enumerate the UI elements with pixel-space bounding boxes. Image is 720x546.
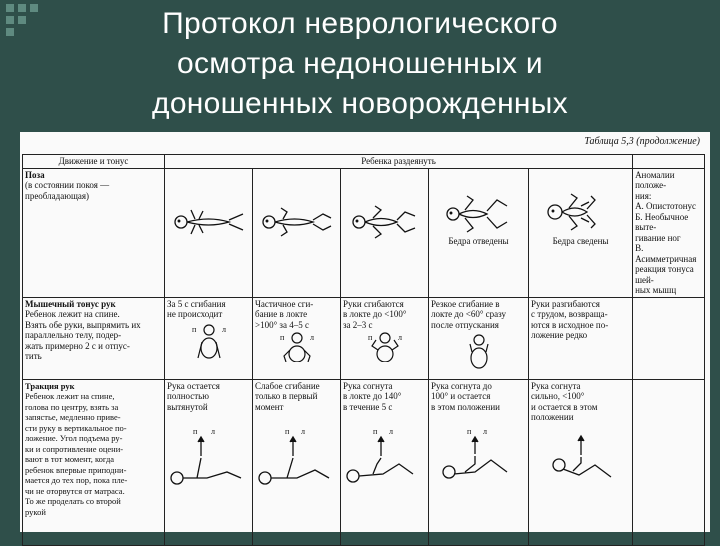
- arm-flex-figure: [360, 330, 410, 362]
- svg-text:п: п: [279, 333, 284, 342]
- traction-cell-2: Слабое сгибание только в первый момент п л: [253, 379, 341, 545]
- title-line-2: осмотра недоношенных и: [177, 47, 543, 80]
- arm-tone-label: Мышечный тонус рук Ребенок лежит на спине. Взять обе руки, выпрямить их параллельно телу, подер- жать примерно 2 с и отпус- тить: [23, 297, 165, 379]
- svg-text:л: л: [389, 427, 393, 436]
- slide-title: [40, 4, 680, 124]
- table-row-arm-tone: [23, 297, 705, 379]
- table-row-pose: [23, 168, 705, 297]
- svg-text:л: л: [221, 324, 226, 334]
- svg-text:л: л: [482, 427, 487, 436]
- protocol-sheet: [20, 132, 710, 532]
- hips-abducted-label: Бедра отведены: [448, 235, 509, 246]
- baby-hips-abducted-figure: [439, 170, 519, 236]
- svg-text:п: п: [466, 427, 471, 436]
- traction-flex-100-figure: [437, 422, 521, 492]
- pose-fig-2: [253, 168, 341, 297]
- traction-extended-figure: [167, 422, 251, 492]
- title-line-1: Протокол неврологического: [162, 7, 558, 40]
- baby-extended-figure: [169, 170, 249, 250]
- header-undress: Ребенка раздеянуть: [165, 155, 633, 169]
- traction-cell-1: Рука остается полностью вытянутой п л: [165, 379, 253, 545]
- traction-slight-flex-figure: [255, 422, 339, 492]
- svg-text:л: л: [301, 427, 305, 436]
- baby-hips-adducted-figure: [541, 170, 621, 236]
- pose-fig-4: [429, 168, 529, 297]
- svg-text:п: п: [367, 333, 372, 342]
- table-caption: Таблица 5,3 (продолжение): [584, 136, 700, 147]
- svg-text:л: л: [397, 333, 402, 342]
- title-line-3: доношенных новорожденных: [152, 87, 568, 120]
- pose-fig-3: [341, 168, 429, 297]
- arm-tone-cell-4: Резкое сгибание в локте до <60° сразу после отпускания: [429, 297, 529, 379]
- arm-tone-cell-2: Частичное сги- бание в локте >100° за 4–5 с п л: [253, 297, 341, 379]
- traction-flex-140-figure: [343, 422, 427, 492]
- svg-text:л: л: [211, 427, 215, 436]
- traction-cell-4: Рука согнута до 100° и остается в этом положении п л: [429, 379, 529, 545]
- protocol-table: [22, 154, 705, 546]
- svg-text:п: п: [191, 324, 196, 334]
- arm-tone-cell-1: За 5 с сгибания не происходит п л: [165, 297, 253, 379]
- svg-text:п: п: [285, 427, 290, 436]
- pose-anomalies: Аномалии положе- ния: А. Опистотонус Б. Необычное выте- гивание ног В. Асимметричная реакция тонуса шей- ных мышц: [633, 168, 705, 297]
- baby-slight-flex-figure: [257, 170, 337, 250]
- header-movement: Движение и тонус: [23, 155, 165, 169]
- arm-partial-flex-figure: [272, 330, 322, 362]
- svg-text:п: п: [193, 427, 198, 436]
- traction-cell-3: Рука согнута в локте до 140° в течение 5 с п л: [341, 379, 429, 545]
- baby-flex-figure: [345, 170, 425, 250]
- arm-tone-cell-5: Руки разгибаются с трудом, возвраща- ются в исходное по- ложение редко: [529, 297, 633, 379]
- arm-sharp-flex-figure: [454, 330, 504, 370]
- table-header-row: [23, 155, 705, 169]
- pose-label: Поза (в состоянии покоя — преобладающая): [23, 168, 165, 297]
- traction-label: Тракция рук Ребенок лежит на спине, голова по центру, взять за запястье, медленно приве- сти руку в вертикальное по- ложение. Угол подъема ру- ки и сопротивление оцени- вают в тот момент, когда ребенок впервые приподни- мается до тех пор, пока пле- чи не оторвутся от матраса. То же проделать со второй рукой: [23, 379, 165, 545]
- hips-adducted-label: Бедра сведены: [552, 235, 609, 246]
- arm-extended-figure: [184, 320, 234, 360]
- arm-tone-cell-3: Руки сгибаются в локте до <100° за 2–3 с п л: [341, 297, 429, 379]
- table-row-traction: [23, 379, 705, 545]
- pose-fig-1: [165, 168, 253, 297]
- svg-text:л: л: [309, 333, 314, 342]
- traction-strong-flex-figure: [539, 425, 623, 495]
- svg-text:п: п: [373, 427, 378, 436]
- traction-cell-5: Рука согнута сильно, <100° и остается в этом положении: [529, 379, 633, 545]
- pose-fig-5: [529, 168, 633, 297]
